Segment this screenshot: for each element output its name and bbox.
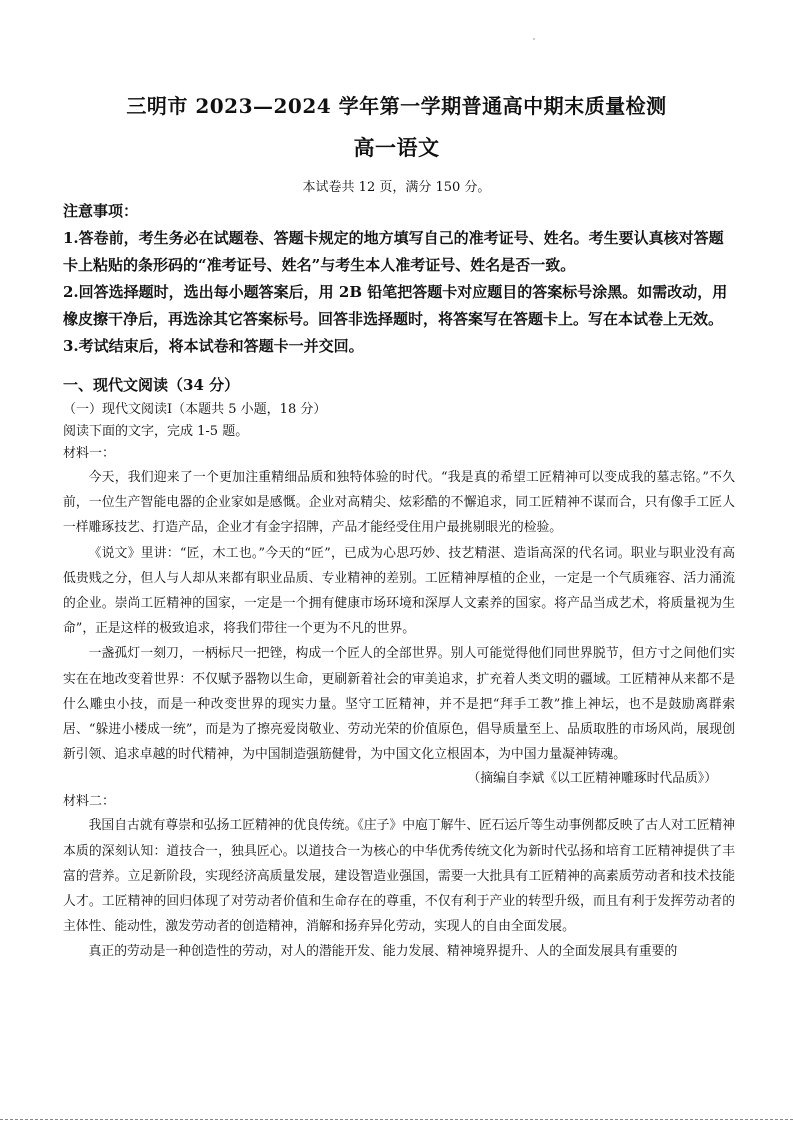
subject-title: 高一语文	[353, 135, 440, 160]
notice-block	[63, 198, 735, 360]
section-block	[63, 372, 735, 965]
section-subheading: （一）现代文阅读Ⅰ（本题共 5 小题，18 分）	[63, 402, 327, 417]
exam-title: 三明市 2023—2024 学年第一学期普通高中期末质量检测	[126, 94, 667, 118]
material2-label: 材料二：	[63, 794, 116, 810]
material1-source: （摘编自李斌《以工匠精神雕琢时代品质》）	[467, 771, 717, 787]
scan-dot	[533, 38, 535, 40]
page-bottom-divider	[0, 1119, 793, 1121]
notice-item-1: 1.答卷前，考生务必在试题卷、答题卡规定的地方填写自己的准考证号、姓名。考生要认真核对答题卡上粘贴的条形码的“准考证号、姓名”与考生本人准考证号、姓名是否一致。	[63, 229, 724, 274]
material1-paragraph: 今天，我们迎来了一个更加注重精细品质和独特体验的时代。“我是真的希望工匠精神可以变成我的墓志铭。”不久前，一位生产智能电器的企业家如是感慨。企业对高精尖、炫彩酷的不懈追求，同工匠精神不谋而合，只有像手工匠人一样雕琢技艺、打造产品，企业才有金字招牌，产品才能经受住用户最挑剔眼光的检验。	[63, 470, 735, 536]
material1-paragraph: 一盏孤灯一刻刀，一柄标尺一把锉，构成一个匠人的全部世界。别人可能觉得他们同世界脱节，但方寸之间他们实实在在地改变着世界：不仅赋予器物以生命，更刷新着社会的审美追求，扩充着人类文明的疆域。工匠精神从来都不是什么雕虫小技，而是一种改变世界的现实力量。坚守工匠精神，并不是把“拜手工教”推上神坛，也不是鼓励离群索居、“躲进小楼成一统”，而是为了擦亮爱岗敬业、劳动光荣的价值原色，倡导质量至上、品质取胜的市场风尚，展现创新引领、追求卓越的时代精神，为中国制造强筋健骨，为中国文化立根固本，为中国力量凝神铸魂。	[63, 646, 735, 763]
material1-paragraph: 《说文》里讲：“匠，木工也。”今天的“匠”，已成为心思巧妙、技艺精湛、造诣高深的代名词。职业与职业没有高低贵贱之分，但人与人却从来都有职业品质、专业精神的差别。工匠精神厚植的企业，一定是一个气质雍容、活力涌流的企业。崇尚工匠精神的国家，一定是一个拥有健康市场环境和深厚人文素养的国家。将产品当成艺术，将质量视为生命”，正是这样的极致追求，将我们带往一个更为不凡的世界。	[63, 545, 735, 637]
material2-paragraph: 真正的劳动是一种创造性的劳动，对人的潜能开发、能力发展、精神境界提升、人的全面发展具有重要的	[88, 944, 678, 960]
section-heading: 一、现代文阅读（34 分）	[63, 376, 240, 394]
section-instruction: 阅读下面的文字，完成 1-5 题。	[63, 424, 249, 439]
material2-paragraph: 我国自古就有尊崇和弘扬工匠精神的优良传统。《庄子》中庖丁解牛、匠石运斤等生动事例都反映了古人对工匠精神本质的深刻认知：道技合一，独具匠心。以道技合一为核心的中华优秀传统文化为新时代弘扬和培育工匠精神提供了丰富的营养。立足新阶段，实现经济高质量发展，建设智造业强国，需要一大批具有工匠精神的高素质劳动者和技术技能人才。工匠精神的回归体现了对劳动者价值和生命存在的尊重，不仅有利于产业的转型升级，而且有利于发挥劳动者的主体性、能动性，激发劳动者的创造精神，消解和扬弃异化劳动，实现人的自由全面发展。	[63, 818, 735, 935]
exam-info: 本试卷共 12 页，满分 150 分。	[302, 180, 491, 195]
material1-label: 材料一：	[63, 446, 116, 461]
notice-heading: 注意事项：	[63, 202, 139, 220]
notice-item-2: 2.回答选择题时，选出每小题答案后，用 2B 铅笔把答题卡对应题目的答案标号涂黑。如需改动，用橡皮擦干净后，再选涂其它答案标号。回答非选择题时，将答案写在答题卡上。写在本试卷上无效。	[63, 283, 728, 328]
notice-item-3: 3.考试结束后，将本试卷和答题卡一并交回。	[63, 337, 364, 355]
